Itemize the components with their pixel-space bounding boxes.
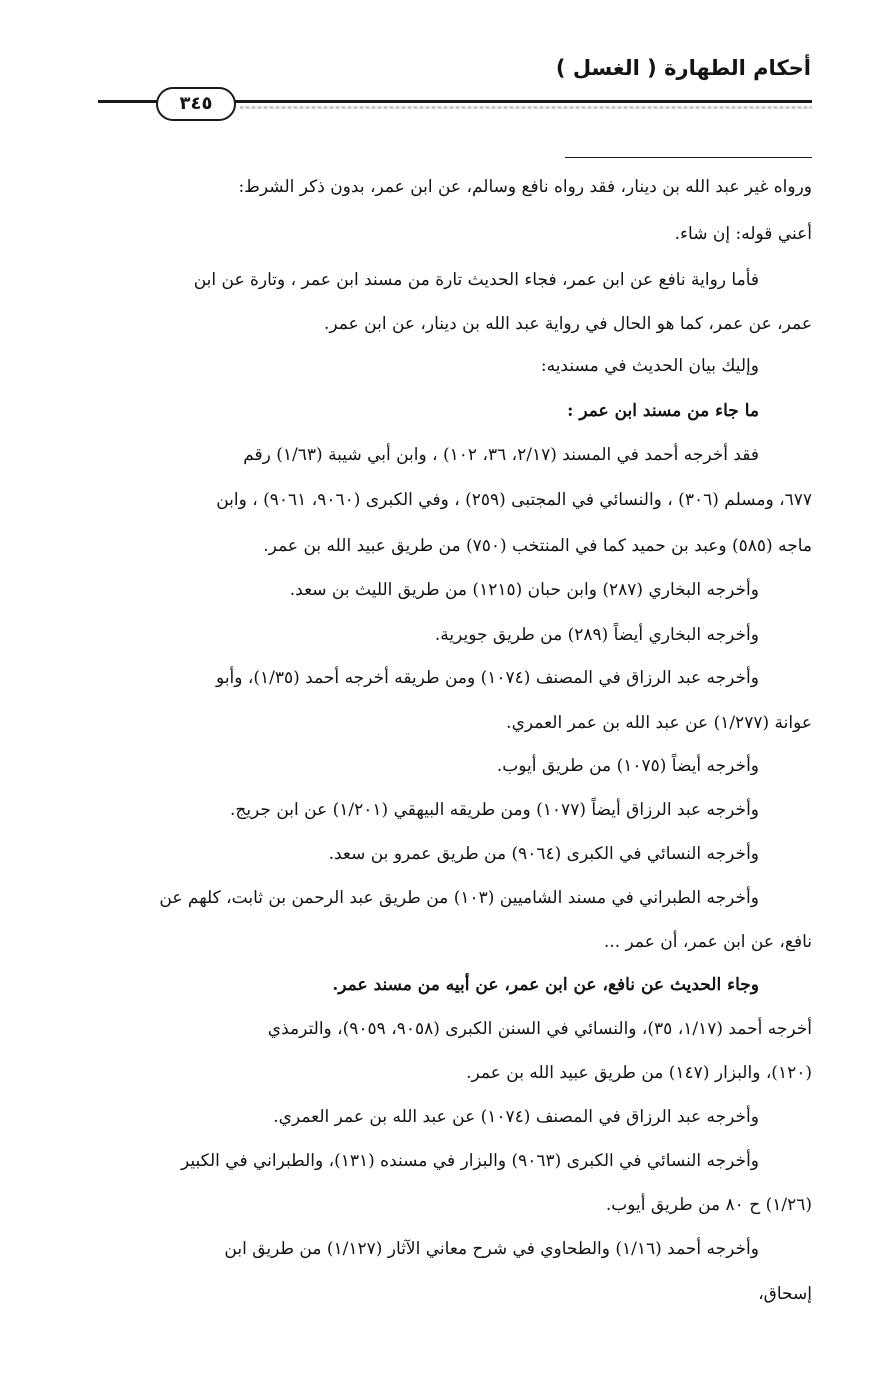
text-line: أعني قوله: إن شاء. xyxy=(674,224,812,244)
text-line: وأخرجه عبد الرزاق في المصنف (١٠٧٤) عن عبد الله بن عمر العمري. xyxy=(273,1107,759,1127)
text-line: وأخرجه عبد الرزاق أيضاً (١٠٧٧) ومن طريقه البيهقي (١/٢٠١) عن ابن جريج. xyxy=(229,800,759,820)
text-line: وأخرجه البخاري (٢٨٧) وابن حبان (١٢١٥) من طريق الليث بن سعد. xyxy=(289,580,759,600)
header-rule-texture xyxy=(240,106,812,109)
text-line: أخرجه أحمد (١/١٧، ٣٥)، والنسائي في السنن الكبرى (٩٠٥٨، ٩٠٥٩)، والترمذي xyxy=(267,1019,812,1039)
text-line: نافع، عن ابن عمر، أن عمر ... xyxy=(603,932,812,952)
section-heading: ما جاء من مسند ابن عمر : xyxy=(567,401,759,421)
text-line: ٦٧٧، ومسلم (٣٠٦) ، والنسائي في المجتبى (٢٥٩) ، وفي الكبرى (٩٠٦٠، ٩٠٦١) ، وابن xyxy=(216,490,812,510)
text-line: وأخرجه عبد الرزاق في المصنف (١٠٧٤) ومن طريقه أخرجه أحمد (١/٣٥)، وأبو xyxy=(216,668,759,688)
text-line: وأخرجه النسائي في الكبرى (٩٠٦٣) والبزار في مسنده (١٣١)، والطبراني في الكبير xyxy=(180,1151,759,1171)
text-line: (١/٢٦) ح ٨٠ من طريق أيوب. xyxy=(605,1195,812,1215)
text-line: عوانة (١/٢٧٧) عن عبد الله بن عمر العمري. xyxy=(506,713,812,733)
text-line: (١٢٠)، والبزار (١٤٧) من طريق عبيد الله بن عمر. xyxy=(466,1063,812,1083)
text-line: ورواه غير عبد الله بن دينار، فقد رواه نافع وسالم، عن ابن عمر، بدون ذكر الشرط: xyxy=(238,177,812,197)
text-line: فأما رواية نافع عن ابن عمر، فجاء الحديث تارة من مسند ابن عمر ، وتارة عن ابن xyxy=(193,270,759,290)
section-heading: وجاء الحديث عن نافع، عن ابن عمر، عن أبيه من مسند عمر. xyxy=(332,975,759,995)
text-line: ماجه (٥٨٥) وعبد بن حميد كما في المنتخب (٧٥٠) من طريق عبيد الله بن عمر. xyxy=(263,536,812,556)
footnote-rule xyxy=(565,157,812,158)
text-line: إسحاق، xyxy=(758,1284,812,1304)
text-line: وأخرجه البخاري أيضاً (٢٨٩) من طريق جويرية. xyxy=(434,625,759,645)
text-line: فقد أخرجه أحمد في المسند (٢/١٧، ٣٦، ١٠٢) ، وابن أبي شيبة (١/٦٣) رقم xyxy=(243,445,759,465)
text-line: عمر، عن عمر، كما هو الحال في رواية عبد الله بن دينار، عن ابن عمر. xyxy=(323,314,812,334)
page-number: ٣٤٥ xyxy=(179,93,213,114)
text-line: وأخرجه الطبراني في مسند الشاميين (١٠٣) من طريق عبد الرحمن بن ثابت، كلهم عن xyxy=(159,888,759,908)
text-line: وأخرجه أحمد (١/١٦) والطحاوي في شرح معاني الآثار (١/١٢٧) من طريق ابن xyxy=(224,1239,759,1259)
page-number-badge xyxy=(156,87,236,121)
text-line: وإليك بيان الحديث في مسنديه: xyxy=(540,356,759,376)
text-line: وأخرجه النسائي في الكبرى (٩٠٦٤) من طريق عمرو بن سعد. xyxy=(328,844,759,864)
text-line: وأخرجه أيضاً (١٠٧٥) من طريق أيوب. xyxy=(496,756,759,776)
running-title: أحكام الطهارة ( الغسل ) xyxy=(555,56,811,80)
